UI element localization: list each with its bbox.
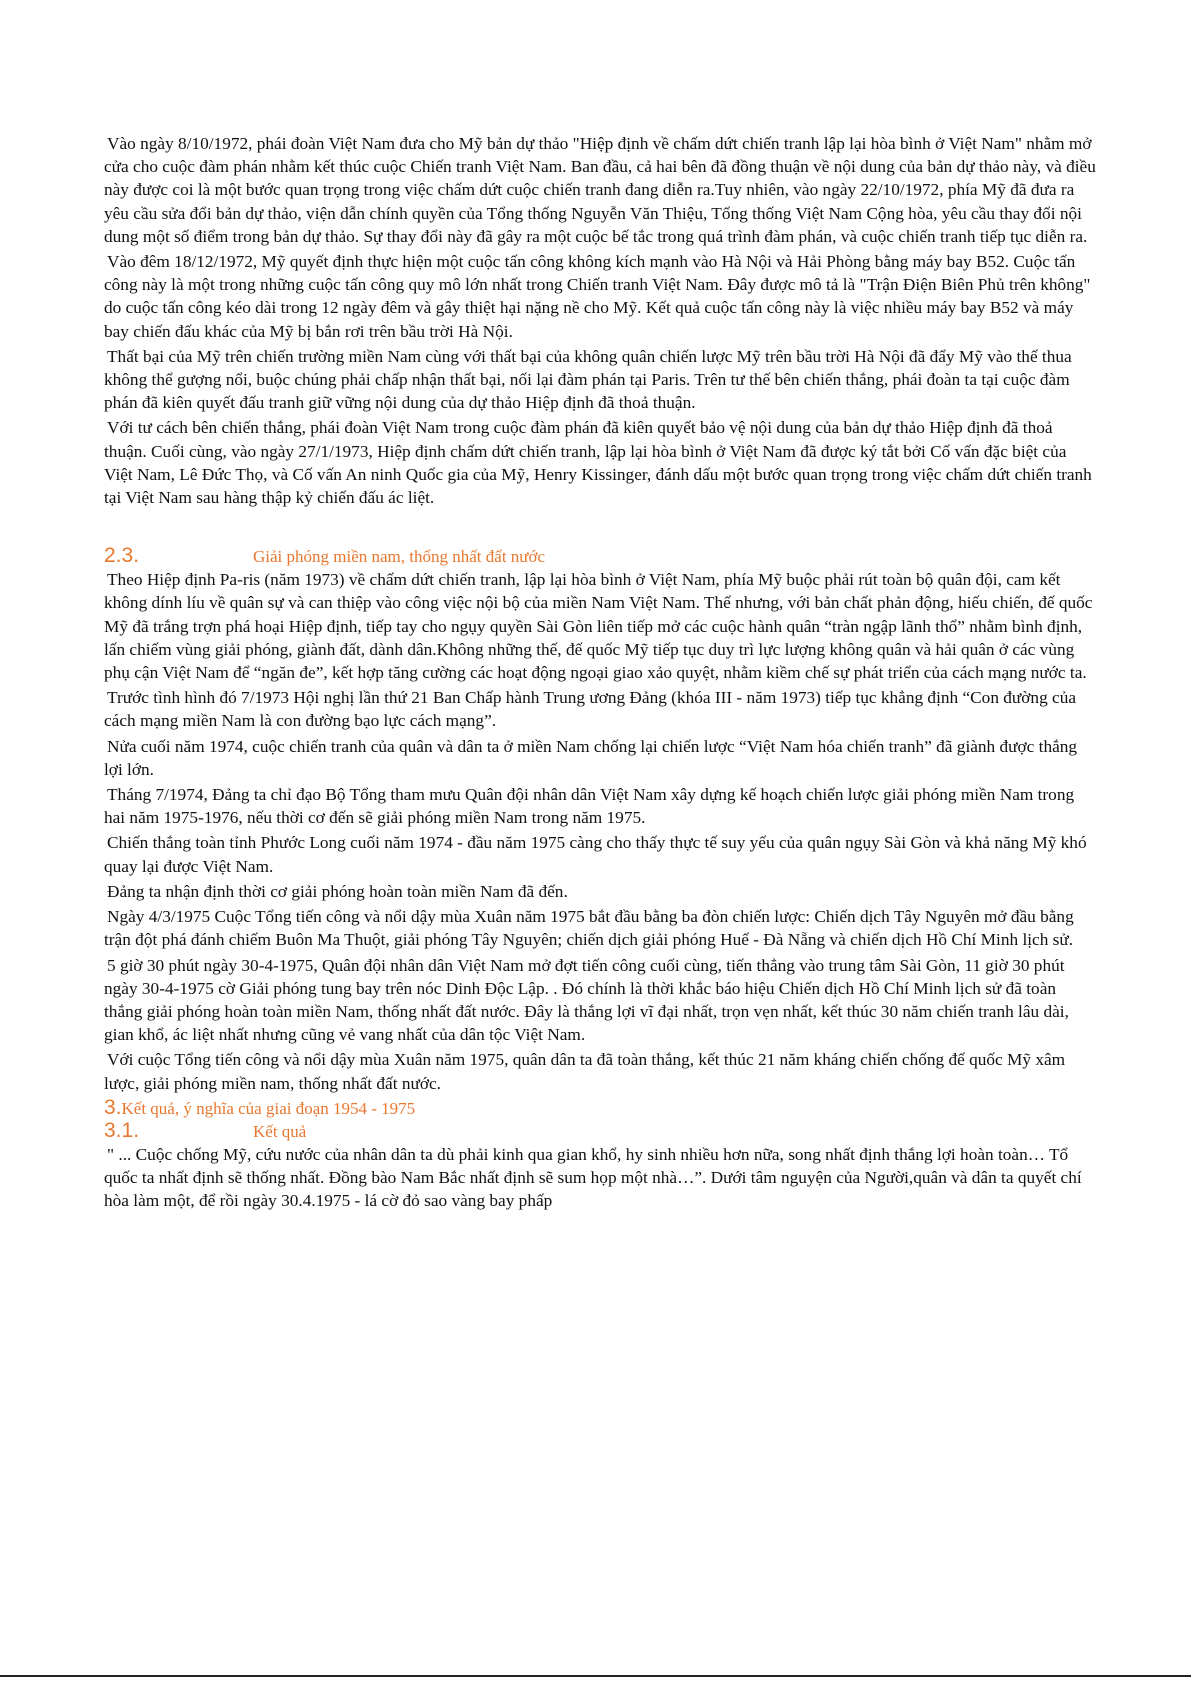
paragraph: Nửa cuối năm 1974, cuộc chiến tranh của quân và dân ta ở miền Nam chống lại chiến lược “Việt Nam hóa chiến tranh” đã giành được thắng lợi lớn. bbox=[104, 736, 1078, 779]
paragraph: Thất bại của Mỹ trên chiến trường miền Nam cùng với thất bại của không quân chiến lược Mỹ trên bầu trời Hà Nội đã đẩy Mỹ vào thế thua không thể gượng nổi, buộc chúng phải chấp nhận thất bại, nối lại đàm phán tại Paris. Trên tư thế bên chiến thắng, phái đoàn ta tại cuộc đàm phán đã kiên quyết đấu tranh giữ vững nội dung của dự thảo Hiệp định đã thoả thuận. bbox=[104, 346, 1072, 413]
paragraph: Vào đêm 18/12/1972, Mỹ quyết định thực hiện một cuộc tấn công không kích mạnh vào Hà Nội và Hải Phòng bằng máy bay B52. Cuộc tấn công này là một trong những cuộc tấn công quy mô lớn nhất trong Chiến tranh Việt Nam. Đây được mô tả là "Trận Điện Biên Phủ trên không" do cuộc tấn công kéo dài trong 12 ngày đêm và gây thiệt hại nặng nề cho Mỹ. Kết quả cuộc tấn công này là việc nhiều máy bay B52 và máy bay chiến đấu khác của Mỹ bị bắn rơi trên bầu trời Hà Nội. bbox=[104, 252, 1091, 341]
section-heading-3-1 bbox=[104, 1120, 1096, 1143]
heading-number: 3.1. bbox=[104, 1118, 140, 1142]
section-results bbox=[104, 1143, 1096, 1213]
section-heading-3 bbox=[104, 1097, 1096, 1120]
heading-number: 2.3. bbox=[104, 544, 140, 568]
paragraph: Vào ngày 8/10/1972, phái đoàn Việt Nam đưa cho Mỹ bản dự thảo "Hiệp định về chấm dứt chiến tranh lập lại hòa bình ở Việt Nam" nhằm mở cửa cho cuộc đàm phán nhằm kết thúc cuộc Chiến tranh Việt Nam. Ban đầu, cả hai bên đã đồng thuận về nội dung của bản dự thảo này, và điều này được coi là một bước quan trọng trong việc chấm dứt cuộc chiến tranh đang diễn ra.Tuy nhiên, vào ngày 22/10/1972, phía Mỹ đã đưa ra yêu cầu sửa đổi bản dự thảo, viện dẫn chính quyền của Tổng thống Nguyễn Văn Thiệu, Tổng thống Việt Nam Cộng hòa, yêu cầu thay đổi nội dung một số điểm trong bản dự thảo. Sự thay đổi này đã gây ra một cuộc bế tắc trong quá trình đàm phán, và cuộc chiến tranh tiếp tục diễn ra. bbox=[104, 134, 1096, 246]
section-liberation bbox=[104, 568, 1096, 1094]
section-heading-2-3 bbox=[104, 545, 1096, 568]
paragraph: Với cuộc Tổng tiến công và nổi dậy mùa Xuân năm 1975, quân dân ta đã toàn thắng, kết thúc 21 năm kháng chiến chống đế quốc Mỹ xâm lược, giải phóng miền nam, thống nhất đất nước. bbox=[104, 1050, 1066, 1093]
heading-title: Kết quả bbox=[253, 1121, 307, 1141]
paragraph: Trước tình hình đó 7/1973 Hội nghị lần thứ 21 Ban Chấp hành Trung ương Đảng (khóa III - năm 1973) tiếp tục khẳng định “Con đường của cách mạng miền Nam là con đường bạo lực cách mạng”. bbox=[104, 688, 1077, 731]
heading-number: 3. bbox=[104, 1095, 122, 1119]
heading-title: Kết quả, ý nghĩa của giai đoạn 1954 - 1975 bbox=[121, 1098, 416, 1118]
page-bottom-rule bbox=[0, 1675, 1191, 1677]
document-page bbox=[104, 132, 1096, 1214]
paragraph: " ... Cuộc chống Mỹ, cứu nước của nhân dân ta dù phải kinh qua gian khổ, hy sinh nhiều hơn nữa, song nhất định thắng lợi hoàn toàn… Tổ quốc ta nhất định sẽ thống nhất. Đồng bào Nam Bắc nhất định sẽ sum họp một nhà…”. Dưới tâm nguyện của Người,quân và dân ta quyết chí hòa làm một, để rồi ngày 30.4.1975 - lá cờ đỏ sao vàng bay phấp bbox=[104, 1144, 1082, 1211]
paragraph: Ngày 4/3/1975 Cuộc Tổng tiến công và nổi dậy mùa Xuân năm 1975 bắt đầu bằng ba đòn chiến lược: Chiến dịch Tây Nguyên mở đầu bằng trận đột phá đánh chiếm Buôn Ma Thuột, giải phóng Tây Nguyên; chiến dịch giải phóng Huế - Đà Nẵng và chiến dịch Hồ Chí Minh lịch sử. bbox=[104, 907, 1074, 950]
paragraph: Theo Hiệp định Pa-ris (năm 1973) về chấm dứt chiến tranh, lập lại hòa bình ở Việt Nam, phía Mỹ buộc phải rút toàn bộ quân đội, cam kết không dính líu về quân sự và can thiệp vào công việc nội bộ của miền Nam Việt Nam. Thế nhưng, với bản chất phản động, hiếu chiến, đế quốc Mỹ đã trắng trợn phá hoại Hiệp định, tiếp tay cho ngụy quyền Sài Gòn liên tiếp mở các cuộc hành quân “tràn ngập lãnh thổ” nhằm bình định, lấn chiếm vùng giải phóng, giành đất, dành dân.Không những thế, đế quốc Mỹ tiếp tục duy trì lực lượng không quân và hải quân ở các vùng phụ cận Việt Nam để “ngăn đe”, kết hợp tăng cường các hoạt động ngoại giao xảo quyệt, nhằm kiềm chế sự phát triển của cách mạng nước ta. bbox=[104, 570, 1093, 683]
paragraph: 5 giờ 30 phút ngày 30-4-1975, Quân đội nhân dân Việt Nam mở đợt tiến công cuối cùng, tiến thẳng vào trung tâm Sài Gòn, 11 giờ 30 phút ngày 30-4-1975 cờ Giải phóng tung bay trên nóc Dinh Độc Lập. . Đó chính là thời khắc báo hiệu Chiến dịch Hồ Chí Minh lịch sử đã toàn thắng giải phóng hoàn toàn miền Nam, thống nhất đất nước. Đây là thắng lợi vĩ đại nhất, trọn vẹn nhất, kết thúc 30 năm chiến tranh lâu dài, gian khổ, ác liệt nhất nhưng cũng vẻ vang nhất của dân tộc Việt Nam. bbox=[104, 955, 1069, 1045]
heading-title: Giải phóng miền nam, thống nhất đất nước bbox=[253, 547, 546, 567]
section-paris-agreement bbox=[104, 132, 1096, 509]
paragraph: Đảng ta nhận định thời cơ giải phóng hoàn toàn miền Nam đã đến. bbox=[107, 881, 568, 901]
paragraph: Chiến thắng toàn tỉnh Phước Long cuối năm 1974 - đầu năm 1975 càng cho thấy thực tế suy yếu của quân ngụy Sài Gòn và khả năng Mỹ khó quay lại được Việt Nam. bbox=[104, 833, 1087, 876]
paragraph: Với tư cách bên chiến thắng, phái đoàn Việt Nam trong cuộc đàm phán đã kiên quyết bảo vệ nội dung của bản dự thảo Hiệp định đã thoả thuận. Cuối cùng, vào ngày 27/1/1973, Hiệp định chấm dứt chiến tranh, lập lại hòa bình ở Việt Nam đã được ký tắt bởi Cố vấn đặc biệt của Việt Nam, Lê Đức Thọ, và Cố vấn An ninh Quốc gia của Mỹ, Henry Kissinger, đánh dấu một bước quan trọng trong việc chấm dứt chiến tranh tại Việt Nam sau hàng thập kỷ chiến đấu ác liệt. bbox=[104, 418, 1092, 508]
paragraph: Tháng 7/1974, Đảng ta chỉ đạo Bộ Tổng tham mưu Quân đội nhân dân Việt Nam xây dựng kế hoạch chiến lược giải phóng miền Nam trong hai năm 1975-1976, nếu thời cơ đến sẽ giải phóng miền Nam trong năm 1975. bbox=[104, 785, 1075, 828]
